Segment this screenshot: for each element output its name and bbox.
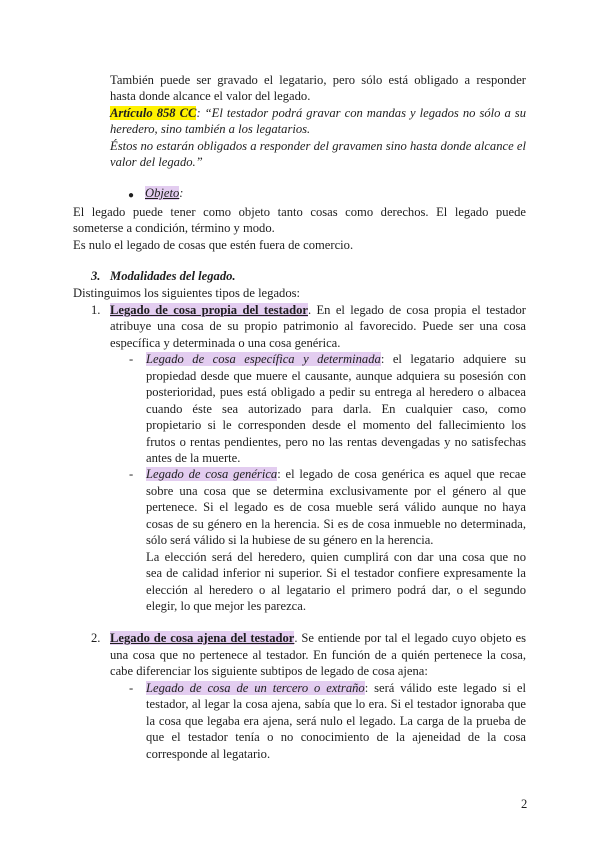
objeto-label: Objeto (145, 186, 180, 200)
text-line: propietario si le corresponden desde el momento del fallecimiento los (146, 418, 526, 432)
text-line: atribuye una cosa de su propio patrimonio al favorecido. Puede ser una cosa (110, 319, 526, 333)
text-line: elegir, lo que mejor les parezca. (146, 599, 306, 613)
text-line: testador, al legar la cosa ajena, sabía que lo era. Si el testador ignoraba que (146, 697, 526, 711)
sub-label: Legado de cosa específica y determinada (146, 352, 381, 366)
sub-label: Legado de cosa genérica (146, 467, 278, 481)
sub-text: : será válido este legado si el (364, 681, 526, 695)
sub-text: : el legatario adquiere su (380, 352, 526, 366)
text-line: sea de calidad inferior ni superior. Si el testador confiere expresamente la (146, 566, 526, 580)
page-number: 2 (521, 797, 528, 811)
objeto-colon: : (179, 186, 184, 200)
dash-marker: - (129, 681, 134, 695)
text-line: frutos o rentas pendientes, pero no las rentas devengadas y no satisfechas (146, 435, 526, 449)
text-line: propiedad desde que muere el causante, aunque adquiera su posesión con (146, 369, 526, 383)
sub-title-line (146, 681, 526, 696)
article-text: : “El testador podrá gravar con mandas y legados no sólo a su (196, 106, 526, 120)
text-line: que el testador tenía o no conocimiento de la ajeneidad de la cosa (146, 730, 526, 744)
bullet-icon: ● (128, 190, 135, 201)
item-title-line (110, 631, 526, 646)
item-number: 2. (91, 631, 101, 645)
text-line: sobre una cosa que se determina exclusivamente por el género al que (146, 484, 526, 498)
text-line: Éstos no estarán obligados a responder del gravamen sino hasta donde alcance el (110, 139, 526, 153)
text-line: cuando éste sea autorizado para darla. En cualquier caso, como (146, 402, 526, 416)
text-line: heredero, sino también a los legatarios. (110, 122, 311, 136)
text-line: cosas de su género en la herencia. Si es de cosa inmueble no determinada, (146, 517, 526, 531)
text-line: Es nulo el legado de cosas que estén fuera de comercio. (73, 238, 354, 252)
text-line: cabe diferenciar los siguiente subtipos de legado de cosa ajena: (110, 664, 428, 678)
text-line: El legado puede tener como objeto tanto cosas como derechos. El legado puede (73, 205, 526, 219)
article-label: Artículo 858 CC (110, 106, 197, 120)
section-title: Modalidades del legado. (110, 269, 236, 283)
text-line: someterse a condición, término y modo. (73, 221, 275, 235)
sub-title-line (146, 467, 526, 482)
text-line: pertenece. Si el legado es de cosa mueble será válido aunque no haya (146, 500, 526, 514)
article-line (110, 106, 526, 121)
text-line: posterioridad, pues está obligado a pedir su entrega al heredero o albacea (146, 385, 526, 399)
text-line: antes de la muerte. (146, 451, 241, 465)
text-line: una cosa que no pertenece al testador. En función de a quién pertenece la cosa, (110, 648, 526, 662)
item-title: Legado de cosa ajena del testador (110, 631, 295, 645)
sub-text: : el legado de cosa genérica es aquel que recae (277, 467, 526, 481)
item-number: 1. (91, 303, 101, 317)
item-text: . En el legado de cosa propia el testador (307, 303, 526, 317)
section-intro: Distinguimos los siguientes tipos de legados: (73, 286, 301, 300)
text-line: hasta donde alcance el valor del legado. (110, 89, 311, 103)
text-line: También puede ser gravado el legatario, pero sólo está obligado a responder (110, 73, 526, 87)
item-text: . Se entiende por tal el legado cuyo objeto es (294, 631, 526, 645)
text-line: elección al heredero o al legatario el primero podrá dar, o el segundo (146, 583, 526, 597)
text-line: específica y determinada o una cosa genérica. (110, 336, 341, 350)
text-line: corresponde al legatario. (146, 747, 271, 761)
sub-title-line (146, 352, 526, 367)
dash-marker: - (129, 467, 134, 481)
text-line: sólo será válido si la hubiese de su género en la herencia. (146, 533, 434, 547)
text-line: La elección será del heredero, quien cumplirá con dar una cosa que no (146, 550, 526, 564)
sub-label: Legado de cosa de un tercero o extraño (146, 681, 365, 695)
text-line: la cosa que legaba era ajena, será nulo el legado. La carga de la prueba de (146, 714, 526, 728)
objeto-heading (145, 186, 183, 201)
item-title-line (110, 303, 526, 318)
dash-marker: - (129, 352, 134, 366)
text-line: valor del legado.” (110, 155, 203, 169)
section-number: 3. (91, 269, 101, 283)
item-title: Legado de cosa propia del testador (110, 303, 308, 317)
